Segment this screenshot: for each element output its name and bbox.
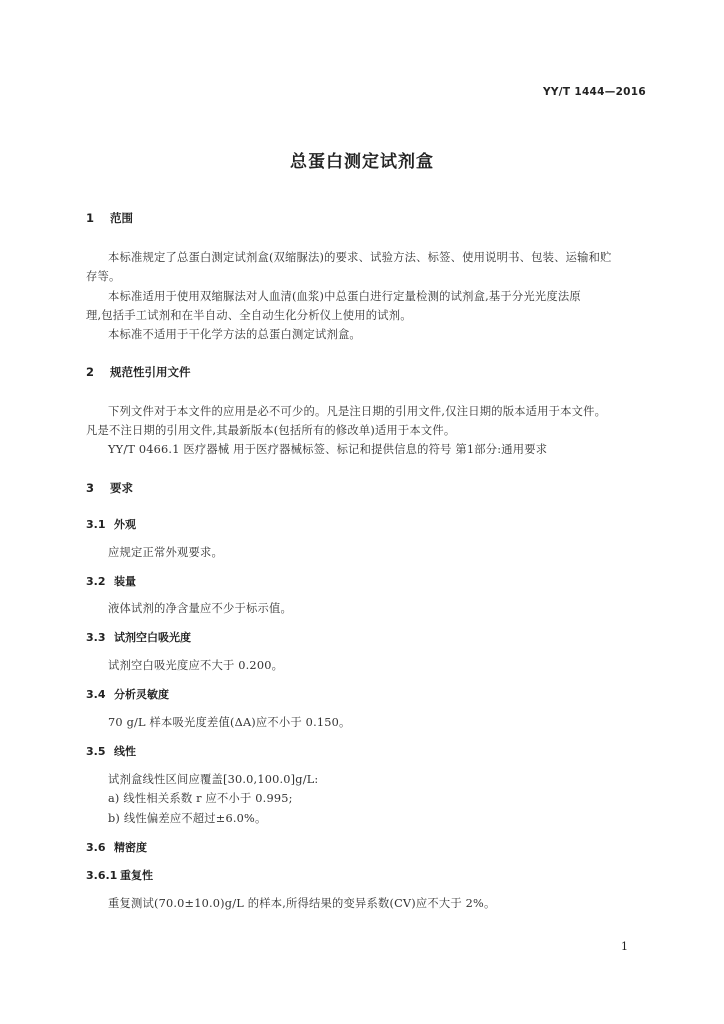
subsection-number: 3.4 xyxy=(86,688,106,701)
section-number: 3 xyxy=(86,481,95,495)
subsection-number: 3.2 xyxy=(86,575,106,588)
requirement-text: 70 g/L 样本吸光度差值(ΔA)应不小于 0.150。 xyxy=(108,716,351,729)
requirement-text: 试剂空白吸光度应不大于 0.200。 xyxy=(108,659,284,672)
section-1-heading xyxy=(86,210,133,226)
subsection-number: 3.5 xyxy=(86,745,106,758)
subsection-title: 试剂空白吸光度 xyxy=(114,631,191,644)
list-item: a) 线性相关系数 r 应不小于 0.995; xyxy=(108,792,293,805)
subsection-number: 3.6 xyxy=(86,841,106,854)
subsection-3-2-heading xyxy=(86,573,136,589)
paragraph-cont: 存等。 xyxy=(86,270,121,283)
subsection-3-1-heading xyxy=(86,516,136,532)
subsection-number: 3.1 xyxy=(86,518,106,531)
subsection-title: 外观 xyxy=(114,518,136,531)
subsection-title: 分析灵敏度 xyxy=(114,688,169,701)
section-title: 规范性引用文件 xyxy=(110,365,191,379)
subsection-title: 精密度 xyxy=(114,841,147,854)
subsection-title: 装量 xyxy=(114,575,136,588)
paragraph-cont: 理,包括手工试剂和在半自动、全自动生化分析仪上使用的试剂。 xyxy=(86,309,412,322)
subsection-3-6-heading xyxy=(86,839,147,855)
standard-code: YY/T 1444—2016 xyxy=(542,86,646,98)
document-title: 总蛋白测定试剂盒 xyxy=(290,152,434,172)
section-2-heading xyxy=(86,364,191,380)
section-3-heading xyxy=(86,480,133,496)
paragraph-cont: 凡是不注日期的引用文件,其最新版本(包括所有的修改单)适用于本文件。 xyxy=(86,424,456,437)
paragraph: 下列文件对于本文件的应用是必不可少的。凡是注日期的引用文件,仅注日期的版本适用于本文件。 xyxy=(108,405,607,418)
paragraph: 本标准规定了总蛋白测定试剂盒(双缩脲法)的要求、试验方法、标签、使用说明书、包装、运输和贮 xyxy=(108,251,612,264)
requirement-text: 应规定正常外观要求。 xyxy=(108,546,223,559)
paragraph: 本标准不适用于干化学方法的总蛋白测定试剂盒。 xyxy=(108,328,361,341)
subsection-3-6-1-heading xyxy=(86,867,153,883)
requirement-text: 液体试剂的净含量应不少于标示值。 xyxy=(108,602,292,615)
section-number: 2 xyxy=(86,365,95,379)
paragraph: 本标准适用于使用双缩脲法对人血清(血浆)中总蛋白进行定量检测的试剂盒,基于分光光度法原 xyxy=(108,290,581,303)
subsection-number: 3.6.1 xyxy=(86,869,118,882)
normative-reference: YY/T 0466.1 医疗器械 用于医疗器械标签、标记和提供信息的符号 第1部分:通用要求 xyxy=(108,443,548,456)
list-item: b) 线性偏差应不超过±6.0%。 xyxy=(108,812,267,825)
section-number: 1 xyxy=(86,211,95,225)
subsection-3-3-heading xyxy=(86,629,191,645)
section-title: 要求 xyxy=(110,481,133,495)
subsection-3-5-heading xyxy=(86,743,136,759)
requirement-text: 重复测试(70.0±10.0)g/L 的样本,所得结果的变异系数(CV)应不大于 2%。 xyxy=(108,897,496,910)
section-title: 范围 xyxy=(110,211,133,225)
subsection-title: 重复性 xyxy=(120,869,153,882)
subsection-3-4-heading xyxy=(86,686,169,702)
requirement-text: 试剂盒线性区间应覆盖[30.0,100.0]g/L: xyxy=(108,773,319,786)
subsection-title: 线性 xyxy=(114,745,136,758)
subsection-number: 3.3 xyxy=(86,631,106,644)
page-number: 1 xyxy=(621,940,628,953)
